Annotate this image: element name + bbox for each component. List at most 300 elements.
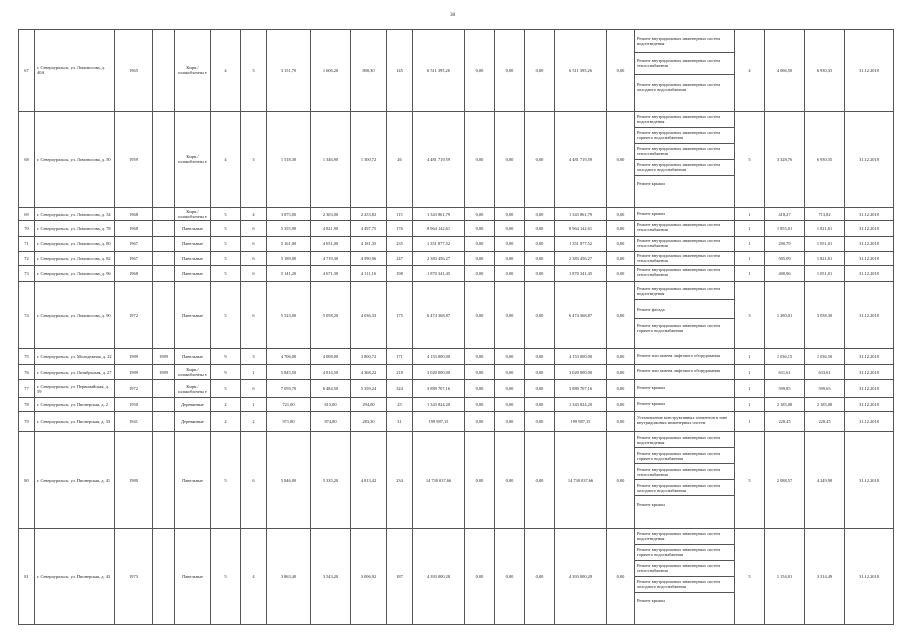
work-item: Ремонт внутридомовых инженерных систем холодного водоснабжения bbox=[637, 81, 721, 92]
cell-w: 1 bbox=[735, 380, 765, 398]
works-cell bbox=[635, 398, 735, 412]
cell-c2: 0,00 bbox=[495, 252, 525, 266]
cell-c2: 0,00 bbox=[495, 236, 525, 251]
cell-date: 31.12.2018 bbox=[845, 380, 894, 398]
cell-y1: 1989 bbox=[115, 349, 153, 364]
cell-p1: 599,85 bbox=[765, 380, 805, 398]
cell-p2: 1 051,01 bbox=[805, 236, 845, 251]
cell-own: 199 987,15 bbox=[555, 412, 607, 432]
work-item: Ремонт внутридомовых инженерных систем водоотведения bbox=[635, 529, 734, 545]
cell-w: 5 bbox=[735, 432, 765, 528]
cell-c3: 0,00 bbox=[525, 208, 555, 221]
cell-c4: 0,00 bbox=[607, 208, 635, 221]
cell-a3: 4 590,96 bbox=[351, 252, 387, 266]
cell-c2: 0,00 bbox=[495, 111, 525, 207]
cell-addr: г. Североуральск, ул. Ломоносова, д. 90 bbox=[35, 281, 115, 349]
cell-p1: 4 066,50 bbox=[765, 30, 805, 112]
cell-c4: 0,00 bbox=[607, 111, 635, 207]
cell-addr: г. Североуральск, ул. Ломоносова, д. 50 bbox=[35, 111, 115, 207]
cell-a3: 5 359,24 bbox=[351, 380, 387, 398]
cell-y1: 1972 bbox=[115, 380, 153, 398]
cell-own: 4 393 000,28 bbox=[555, 528, 607, 624]
cell-a2: 4 008,00 bbox=[311, 349, 351, 364]
table-row bbox=[19, 432, 894, 528]
cell-c4: 0,00 bbox=[607, 236, 635, 251]
cell-a2: 4 719,30 bbox=[311, 252, 351, 266]
cell-w: 3 bbox=[735, 281, 765, 349]
work-item: Ремонт внутридомовых инженерных систем горячего водоснабжения bbox=[637, 323, 721, 334]
table-row bbox=[19, 398, 894, 412]
cell-res: 145 bbox=[387, 30, 413, 112]
cell-a3: 283,30 bbox=[351, 412, 387, 432]
cell-c1: 0,00 bbox=[465, 398, 495, 412]
cell-mat: Панельные bbox=[175, 221, 211, 236]
work-item: Ремонт внутридомовых инженерных систем водоотведения bbox=[635, 30, 734, 53]
work-item: Ремонт крыши bbox=[637, 401, 665, 407]
cell-c1: 0,00 bbox=[465, 364, 495, 379]
cell-c2: 0,00 bbox=[495, 349, 525, 364]
cell-p1: 418,27 bbox=[765, 208, 805, 221]
works-cell bbox=[635, 252, 735, 266]
cell-y2 bbox=[153, 398, 175, 412]
cell-own: 1 351 877,52 bbox=[555, 236, 607, 251]
cell-fl: 5 bbox=[211, 281, 241, 349]
cell-cost: 1 343 861,79 bbox=[413, 208, 465, 221]
works-cell bbox=[635, 208, 735, 221]
cell-y2 bbox=[153, 236, 175, 251]
cell-c1: 0,00 bbox=[465, 252, 495, 266]
cell-a2: 3 543,20 bbox=[311, 528, 351, 624]
works-cell bbox=[635, 364, 735, 379]
cell-a2: 6 484,50 bbox=[311, 380, 351, 398]
cell-w: 1 bbox=[735, 252, 765, 266]
cell-addr: г. Североуральск, ул. Пионерская, д. 2 bbox=[35, 398, 115, 412]
table-row bbox=[19, 30, 894, 112]
cell-mat: Панельные bbox=[175, 349, 211, 364]
cell-addr: г. Североуральск, ул. Октябрьская, д. 27 bbox=[35, 364, 115, 379]
work-item: Ремонт крыши bbox=[637, 181, 665, 187]
cell-date: 31.12.2018 bbox=[845, 266, 894, 281]
cell-ent: 6 bbox=[241, 281, 267, 349]
table-row bbox=[19, 364, 894, 379]
cell-c3: 0,00 bbox=[525, 252, 555, 266]
cell-own: 1 343 824,20 bbox=[555, 398, 607, 412]
cell-own: 1 870 341,45 bbox=[555, 266, 607, 281]
cell-y1: 1967 bbox=[115, 236, 153, 251]
cell-res: 26 bbox=[387, 111, 413, 207]
cell-c3: 0,00 bbox=[525, 398, 555, 412]
cell-w: 5 bbox=[735, 111, 765, 207]
cell-y1: 1972 bbox=[115, 281, 153, 349]
cell-c1: 0,00 bbox=[465, 412, 495, 432]
cell-a2: 4 671,30 bbox=[311, 266, 351, 281]
cell-a2: 4 821,90 bbox=[311, 221, 351, 236]
cell-res: 171 bbox=[387, 349, 413, 364]
cell-ent: 1 bbox=[241, 364, 267, 379]
cell-addr: г. Североуральск, ул. Пионерская, д. 41 bbox=[35, 432, 115, 528]
cell-date: 31.12.2018 bbox=[845, 432, 894, 528]
cell-a2: 5 335,20 bbox=[311, 432, 351, 528]
cell-own: 4 153 000,00 bbox=[555, 349, 607, 364]
cell-a3: 1 300,72 bbox=[351, 111, 387, 207]
cell-date: 31.12.2018 bbox=[845, 221, 894, 236]
cell-n: 74 bbox=[19, 281, 35, 349]
work-item: Ремонт внутридомовых инженерных систем горячего водоснабжения bbox=[635, 128, 734, 144]
work-item: Ремонт внутридомовых инженерных систем водоотведения bbox=[635, 432, 734, 448]
cell-p1: 631,61 bbox=[765, 364, 805, 379]
cell-mat: Панельные bbox=[175, 252, 211, 266]
cell-date: 31.12.2018 bbox=[845, 528, 894, 624]
cell-a2: 1 606,20 bbox=[311, 30, 351, 112]
cell-n: 75 bbox=[19, 349, 35, 364]
cell-mat: Кирп./ шлакоблочны е bbox=[175, 364, 211, 379]
cell-a2: 4 651,00 bbox=[311, 236, 351, 251]
cell-cost: 6 511 395,26 bbox=[413, 30, 465, 112]
cell-c2: 0,00 bbox=[495, 528, 525, 624]
cell-y1: 1941 bbox=[115, 412, 153, 432]
cell-c3: 0,00 bbox=[525, 281, 555, 349]
work-item: Ремонт внутридомовых инженерных систем холодного водоснабжения bbox=[635, 480, 734, 496]
cell-cost: 6 474 368,87 bbox=[413, 281, 465, 349]
cell-res: 25 bbox=[387, 398, 413, 412]
cell-p2: 3 038,30 bbox=[805, 281, 845, 349]
cell-a2: 615,00 bbox=[311, 398, 351, 412]
cell-c4: 0,00 bbox=[607, 432, 635, 528]
cell-a1: 5 845,50 bbox=[267, 364, 311, 379]
cell-p1: 1 154,01 bbox=[765, 528, 805, 624]
cell-a1: 5 846,00 bbox=[267, 432, 311, 528]
cell-a3: 4 813,42 bbox=[351, 432, 387, 528]
cell-addr: г. Североуральск, ул. Ломоносова, д. 82 bbox=[35, 252, 115, 266]
cell-a3: 4 181,35 bbox=[351, 236, 387, 251]
cell-res: 176 bbox=[387, 221, 413, 236]
cell-date: 31.12.2018 bbox=[845, 281, 894, 349]
cell-c4: 0,00 bbox=[607, 398, 635, 412]
cell-c1: 0,00 bbox=[465, 281, 495, 349]
work-item: Ремонт внутридомовых инженерных систем теплоснабжения bbox=[635, 561, 734, 577]
cell-p2: 2 185,08 bbox=[805, 398, 845, 412]
cell-c2: 0,00 bbox=[495, 221, 525, 236]
cell-ent: 6 bbox=[241, 221, 267, 236]
cell-c3: 0,00 bbox=[525, 432, 555, 528]
cell-res: 187 bbox=[387, 528, 413, 624]
cell-c2: 0,00 bbox=[495, 30, 525, 112]
cell-c4: 0,00 bbox=[607, 252, 635, 266]
cell-y1: 1965 bbox=[115, 30, 153, 112]
cell-p2: 713,82 bbox=[805, 208, 845, 221]
cell-c1: 0,00 bbox=[465, 208, 495, 221]
cell-own: 1 343 861,79 bbox=[555, 208, 607, 221]
cell-res: 235 bbox=[387, 236, 413, 251]
cell-a1: 971,80 bbox=[267, 412, 311, 432]
cell-own: 6 474 368,87 bbox=[555, 281, 607, 349]
table-row bbox=[19, 412, 894, 432]
cell-own: 14 730 037,66 bbox=[555, 432, 607, 528]
cell-fl: 5 bbox=[211, 380, 241, 398]
cell-p2: 633,61 bbox=[805, 364, 845, 379]
cell-cost: 8 964 142,61 bbox=[413, 221, 465, 236]
cell-p2: 228,45 bbox=[805, 412, 845, 432]
cell-ent: 2 bbox=[241, 412, 267, 432]
work-item: Ремонт или замена лифтового оборудования bbox=[637, 368, 720, 374]
works-cell bbox=[635, 266, 735, 281]
cell-mat: Кирп./ шлакоблочны е bbox=[175, 111, 211, 207]
cell-y1: 1973 bbox=[115, 528, 153, 624]
cell-c1: 0,00 bbox=[465, 266, 495, 281]
page-number: 38 bbox=[450, 13, 455, 18]
cell-c1: 0,00 bbox=[465, 236, 495, 251]
cell-a3: 4 368,22 bbox=[351, 364, 387, 379]
cell-cost: 1 870 341,45 bbox=[413, 266, 465, 281]
cell-y2: 1989 bbox=[153, 364, 175, 379]
cell-c4: 0,00 bbox=[607, 221, 635, 236]
work-item: Ремонт крыши bbox=[637, 384, 665, 390]
cell-c3: 0,00 bbox=[525, 412, 555, 432]
cell-n: 77 bbox=[19, 380, 35, 398]
cell-c3: 0,00 bbox=[525, 111, 555, 207]
cell-ent: 1 bbox=[241, 398, 267, 412]
cell-date: 31.12.2018 bbox=[845, 364, 894, 379]
cell-fl: 5 bbox=[211, 528, 241, 624]
cell-a1: 5 189,00 bbox=[267, 252, 311, 266]
cell-ent: 4 bbox=[241, 528, 267, 624]
cell-p2: 6 930,35 bbox=[805, 111, 845, 207]
cell-c2: 0,00 bbox=[495, 208, 525, 221]
cell-cost: 2 383 456,27 bbox=[413, 252, 465, 266]
cell-p2: 1 821,61 bbox=[805, 221, 845, 236]
works-cell bbox=[635, 528, 735, 624]
cell-res: 198 bbox=[387, 266, 413, 281]
cell-fl: 2 bbox=[211, 398, 241, 412]
cell-p1: 1 280,01 bbox=[765, 281, 805, 349]
cell-c3: 0,00 bbox=[525, 380, 555, 398]
cell-own: 8 964 142,61 bbox=[555, 221, 607, 236]
cell-p1: 505,09 bbox=[765, 252, 805, 266]
cell-y2 bbox=[153, 266, 175, 281]
work-item: Ремонт внутридомовых инженерных систем теплоснабжения bbox=[635, 464, 734, 480]
table-row bbox=[19, 252, 894, 266]
cell-w: 1 bbox=[735, 412, 765, 432]
cell-y1: 1980 bbox=[115, 432, 153, 528]
cell-y2 bbox=[153, 252, 175, 266]
cell-fl: 5 bbox=[211, 236, 241, 251]
cell-cost: 4 153 000,00 bbox=[413, 349, 465, 364]
cell-p1: 2 185,08 bbox=[765, 398, 805, 412]
cell-date: 31.12.2018 bbox=[845, 208, 894, 221]
cell-a1: 1 518,30 bbox=[267, 111, 311, 207]
works-cell bbox=[635, 221, 735, 236]
cell-c3: 0,00 bbox=[525, 30, 555, 112]
work-item: Ремонт крыши bbox=[637, 210, 665, 216]
cell-y2 bbox=[153, 208, 175, 221]
cell-c1: 0,00 bbox=[465, 349, 495, 364]
cell-a2: 5 058,20 bbox=[311, 281, 351, 349]
repair-program-table bbox=[18, 29, 894, 625]
works-cell bbox=[635, 30, 735, 112]
table-row bbox=[19, 349, 894, 364]
works-cell bbox=[635, 432, 735, 528]
cell-w: 1 bbox=[735, 364, 765, 379]
cell-ent: 6 bbox=[241, 432, 267, 528]
work-item: Ремонт внутридомовых инженерных систем горячего водоснабжения bbox=[635, 448, 734, 464]
cell-c3: 0,00 bbox=[525, 528, 555, 624]
cell-a1: 5 355,90 bbox=[267, 221, 311, 236]
cell-addr: г. Североуральск, ул. Пионерская, д. 33 bbox=[35, 412, 115, 432]
cell-c4: 0,00 bbox=[607, 412, 635, 432]
table-row bbox=[19, 111, 894, 207]
cell-mat: Панельные bbox=[175, 432, 211, 528]
cell-addr: г. Североуральск, ул. Ломоносова, д. 80 bbox=[35, 236, 115, 251]
cell-ent: 3 bbox=[241, 30, 267, 112]
cell-date: 31.12.2018 bbox=[845, 236, 894, 251]
works-cell bbox=[635, 111, 735, 207]
cell-fl: 9 bbox=[211, 364, 241, 379]
cell-a1: 7 059,70 bbox=[267, 380, 311, 398]
cell-p2: 3 314,49 bbox=[805, 528, 845, 624]
cell-w: 1 bbox=[735, 208, 765, 221]
cell-addr: г. Североуральск, ул. Пионерская, д. 43 bbox=[35, 528, 115, 624]
cell-y2: 1989 bbox=[153, 349, 175, 364]
work-item: Ремонт внутридомовых инженерных систем холодного водоснабжения bbox=[635, 160, 734, 176]
cell-mat: Кирп./ шлакоблочны е bbox=[175, 208, 211, 221]
cell-c4: 0,00 bbox=[607, 349, 635, 364]
cell-c3: 0,00 bbox=[525, 266, 555, 281]
cell-y1: 1950 bbox=[115, 398, 153, 412]
cell-p2: 6 930,35 bbox=[805, 30, 845, 112]
cell-own: 6 511 395,26 bbox=[555, 30, 607, 112]
cell-w: 5 bbox=[735, 528, 765, 624]
cell-a3: 4 036,33 bbox=[351, 281, 387, 349]
cell-cost: 14 730 037,66 bbox=[413, 432, 465, 528]
cell-a1: 5 523,00 bbox=[267, 281, 311, 349]
cell-mat: Панельные bbox=[175, 266, 211, 281]
cell-res: 234 bbox=[387, 432, 413, 528]
cell-p1: 400,96 bbox=[765, 266, 805, 281]
cell-ent: 4 bbox=[241, 208, 267, 221]
cell-date: 31.12.2018 bbox=[845, 30, 894, 112]
cell-c3: 0,00 bbox=[525, 364, 555, 379]
work-item: Ремонт внутридомовых инженерных систем теплоснабжения bbox=[635, 53, 734, 76]
cell-mat: Деревянные bbox=[175, 412, 211, 432]
cell-fl: 5 bbox=[211, 208, 241, 221]
cell-mat: Панельные bbox=[175, 528, 211, 624]
cell-y1: 1968 bbox=[115, 221, 153, 236]
table-row bbox=[19, 208, 894, 221]
cell-own: 3 020 000,00 bbox=[555, 364, 607, 379]
cell-n: 70 bbox=[19, 221, 35, 236]
table-row bbox=[19, 528, 894, 624]
cell-ent: 6 bbox=[241, 236, 267, 251]
cell-cost: 4 481 719,59 bbox=[413, 111, 465, 207]
table-row bbox=[19, 266, 894, 281]
cell-y1: 1959 bbox=[115, 111, 153, 207]
cell-mat: Кирп./ шлакоблочны е bbox=[175, 30, 211, 112]
cell-c1: 0,00 bbox=[465, 528, 495, 624]
work-item: Ремонт внутридомовых инженерных систем водоотведения bbox=[635, 112, 734, 128]
work-item: Ремонт фасада bbox=[635, 300, 734, 319]
table-row bbox=[19, 236, 894, 251]
cell-addr: г. Североуральск, ул. Молодежная, д. 22 bbox=[35, 349, 115, 364]
cell-c4: 0,00 bbox=[607, 30, 635, 112]
cell-a3: 294,00 bbox=[351, 398, 387, 412]
cell-c3: 0,00 bbox=[525, 349, 555, 364]
cell-y2 bbox=[153, 30, 175, 112]
cell-a3: 4 497,75 bbox=[351, 221, 387, 236]
cell-fl: 4 bbox=[211, 111, 241, 207]
cell-w: 1 bbox=[735, 349, 765, 364]
cell-y2 bbox=[153, 221, 175, 236]
work-item: Ремонт или замена лифтового оборудования bbox=[637, 352, 720, 358]
cell-c1: 0,00 bbox=[465, 380, 495, 398]
work-item: Ремонт внутридомовых инженерных систем холодного водоснабжения bbox=[635, 577, 734, 593]
cell-a1: 5 161,00 bbox=[267, 236, 311, 251]
cell-mat: Деревянные bbox=[175, 398, 211, 412]
cell-res: 115 bbox=[387, 208, 413, 221]
cell-addr: г. Североуральск, ул. Ломоносова, д. 78 bbox=[35, 221, 115, 236]
cell-a2: 4 814,50 bbox=[311, 364, 351, 379]
cell-a2: 874,80 bbox=[311, 412, 351, 432]
cell-a2: 2 303,00 bbox=[311, 208, 351, 221]
cell-c4: 0,00 bbox=[607, 281, 635, 349]
cell-c4: 0,00 bbox=[607, 364, 635, 379]
cell-n: 68 bbox=[19, 111, 35, 207]
cell-y2 bbox=[153, 432, 175, 528]
cell-c1: 0,00 bbox=[465, 30, 495, 112]
cell-res: 175 bbox=[387, 281, 413, 349]
cell-res: 218 bbox=[387, 364, 413, 379]
cell-c2: 0,00 bbox=[495, 432, 525, 528]
cell-addr: г. Североуральск, ул. Ломоносова, д. 54 bbox=[35, 208, 115, 221]
cell-y1: 1968 bbox=[115, 208, 153, 221]
cell-a2: 1 346,90 bbox=[311, 111, 351, 207]
cell-c1: 0,00 bbox=[465, 432, 495, 528]
table-row bbox=[19, 380, 894, 398]
cell-date: 31.12.2018 bbox=[845, 398, 894, 412]
cell-res: 324 bbox=[387, 380, 413, 398]
cell-cost: 1 343 824,20 bbox=[413, 398, 465, 412]
cell-date: 31.12.2018 bbox=[845, 349, 894, 364]
table-row bbox=[19, 281, 894, 349]
cell-cost: 4 393 000,28 bbox=[413, 528, 465, 624]
cell-date: 31.12.2018 bbox=[845, 252, 894, 266]
cell-p2: 4 249,98 bbox=[805, 432, 845, 528]
cell-c3: 0,00 bbox=[525, 236, 555, 251]
cell-y1: 1989 bbox=[115, 364, 153, 379]
cell-a1: 3 151,70 bbox=[267, 30, 311, 112]
cell-fl: 4 bbox=[211, 30, 241, 112]
cell-w: 1 bbox=[735, 398, 765, 412]
cell-a3: 3 006,92 bbox=[351, 528, 387, 624]
cell-c4: 0,00 bbox=[607, 266, 635, 281]
cell-y2 bbox=[153, 412, 175, 432]
cell-res: 247 bbox=[387, 252, 413, 266]
cell-p1: 290,79 bbox=[765, 236, 805, 251]
work-item: Ремонт крыши bbox=[637, 501, 665, 507]
work-item: Ремонт внутридомовых инженерных систем теплоснабжения bbox=[637, 237, 721, 248]
cell-a3: 4 111,16 bbox=[351, 266, 387, 281]
works-cell bbox=[635, 380, 735, 398]
cell-n: 73 bbox=[19, 266, 35, 281]
cell-n: 81 bbox=[19, 528, 35, 624]
cell-p2: 1 821,61 bbox=[805, 252, 845, 266]
work-item: Ремонт внутридомовых инженерных систем теплоснабжения bbox=[635, 144, 734, 160]
cell-cost: 3 889 707,16 bbox=[413, 380, 465, 398]
work-item: Установление конструктивных элементов в зоне внутридомовых инженерных систем bbox=[637, 415, 728, 426]
work-item: Ремонт крыши bbox=[637, 598, 665, 604]
cell-p1: 1 855,01 bbox=[765, 221, 805, 236]
works-cell bbox=[635, 236, 735, 251]
cell-y1: 1968 bbox=[115, 266, 153, 281]
